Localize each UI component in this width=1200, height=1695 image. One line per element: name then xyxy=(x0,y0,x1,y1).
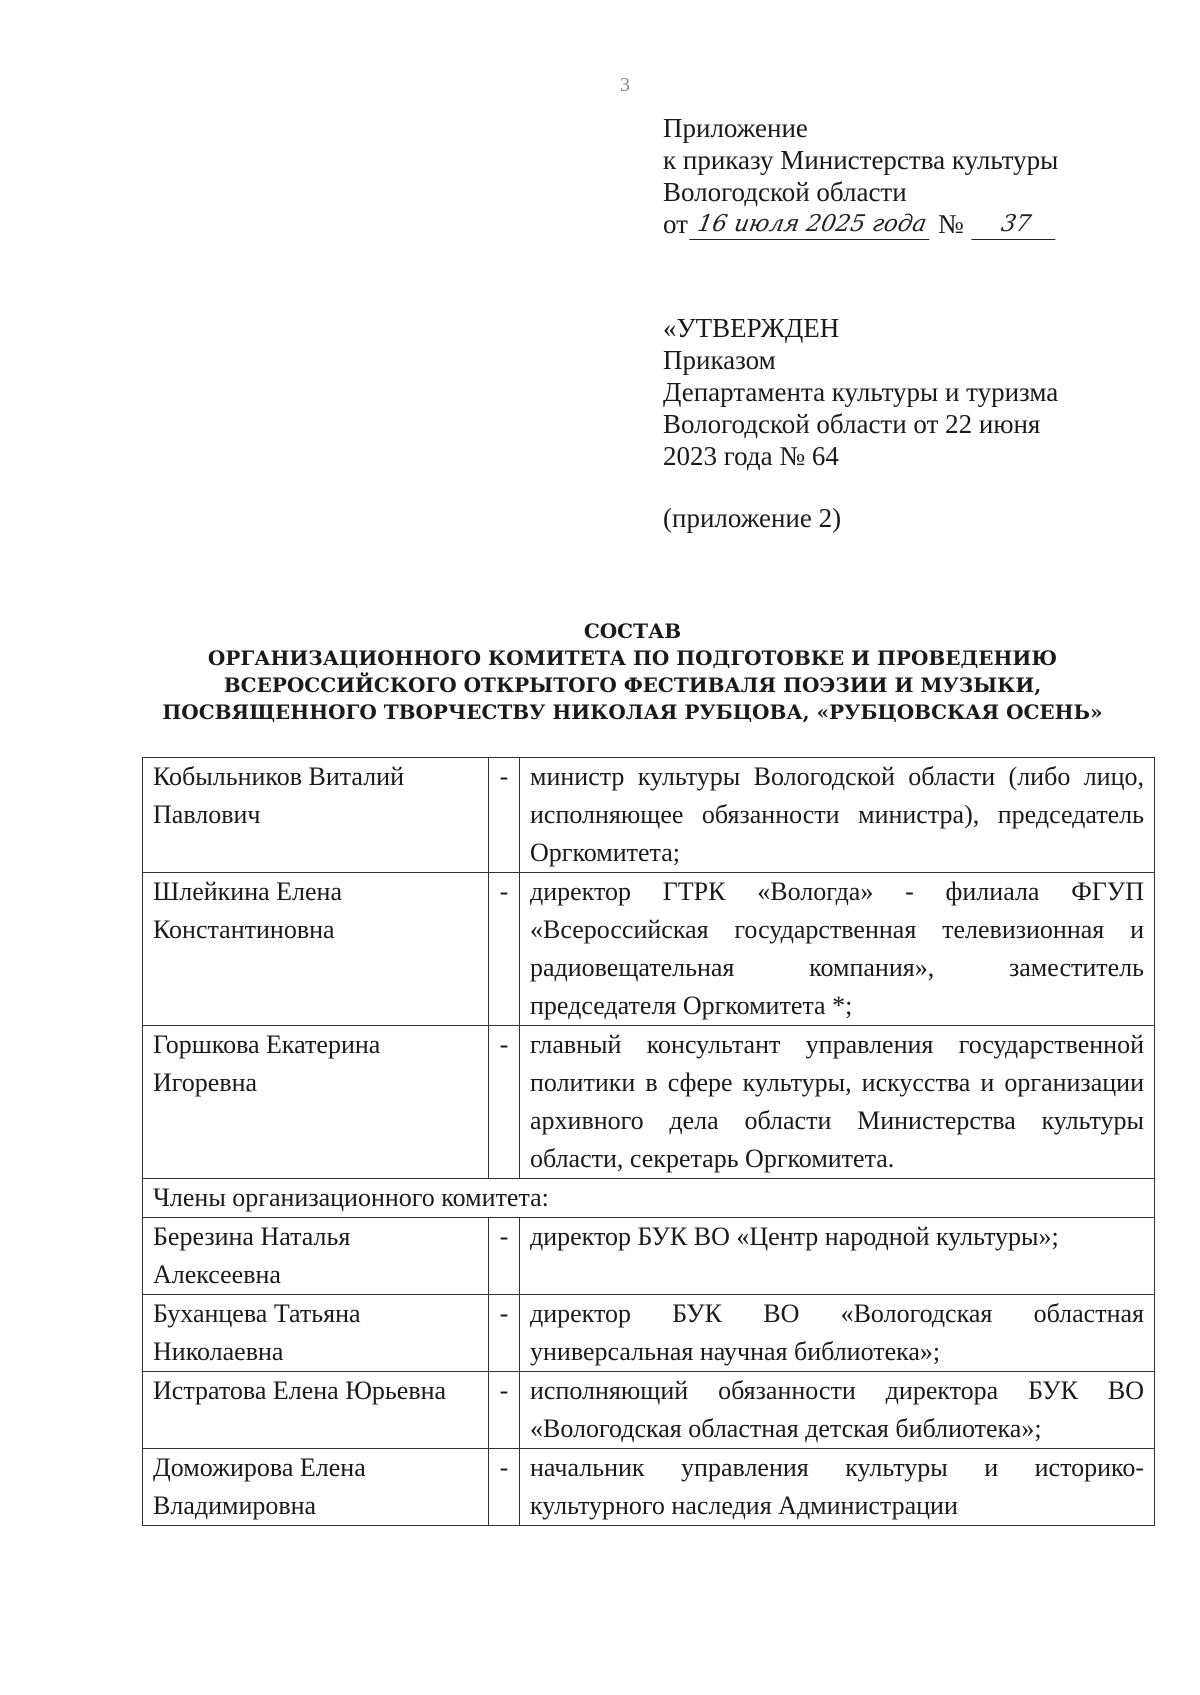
heading-line-2: ОРГАНИЗАЦИОННОГО КОМИТЕТА ПО ПОДГОТОВКЕ И ПРОВЕДЕНИЮ xyxy=(207,646,1058,670)
dash-cell: - xyxy=(489,1026,520,1179)
appendix-line-3: Вологодской области xyxy=(663,177,907,207)
member-role: начальник управления культуры и историко-культурного наследия Администрации xyxy=(520,1449,1155,1526)
member-name: Доможирова Елена Владимировна xyxy=(143,1449,489,1526)
committee-table xyxy=(142,757,1155,1526)
heading-line-3: ВСЕРОССИЙСКОГО ОТКРЫТОГО ФЕСТИВАЛЯ ПОЭЗИИ И МУЗЫКИ, xyxy=(223,673,1042,697)
table-row xyxy=(143,1218,1155,1295)
member-role: директор БУК ВО «Центр народной культуры»; xyxy=(520,1218,1155,1295)
member-name: Шлейкина Елена Константиновна xyxy=(143,873,489,1026)
page-number: 3 xyxy=(620,74,630,96)
number-sign: № xyxy=(937,209,964,239)
approved-line-3: Департамента культуры и туризма xyxy=(663,377,1059,407)
appendix-block xyxy=(663,112,1058,240)
handwritten-number: 37 xyxy=(971,209,1060,240)
heading-line-4: ПОСВЯЩЕННОГО ТВОРЧЕСТВУ НИКОЛАЯ РУБЦОВА, «РУБЦОВСКАЯ ОСЕНЬ» xyxy=(162,700,1103,724)
member-role: директор ГТРК «Вологда» - филиала ФГУП «Всероссийская государственная телевизионная и радиовещательная компания», заместитель председателя Оргкомитета *; xyxy=(520,873,1155,1026)
approved-line-4: Вологодской области от 22 июня xyxy=(663,409,1041,439)
dash-cell: - xyxy=(489,1372,520,1449)
member-role: директор БУК ВО «Вологодская областная универсальная научная библиотека»; xyxy=(520,1295,1155,1372)
approved-note: (приложение 2) xyxy=(663,503,842,533)
member-name: Истратова Елена Юрьевна xyxy=(143,1372,489,1449)
table-row xyxy=(143,1026,1155,1179)
appendix-line-1: Приложение xyxy=(663,113,808,143)
order-date-line xyxy=(663,208,1058,240)
table-row xyxy=(143,1372,1155,1449)
member-name: Буханцева Татьяна Николаевна xyxy=(143,1295,489,1372)
dash-cell: - xyxy=(489,1449,520,1526)
approved-line-1: «УТВЕРЖДЕН xyxy=(663,313,840,343)
member-role: исполняющий обязанности директора БУК ВО «Вологодская областная детская библиотека»; xyxy=(520,1372,1155,1449)
member-role: министр культуры Вологодской области (либо лицо, исполняющее обязанности министра), председатель Оргкомитета; xyxy=(520,758,1155,873)
table-row xyxy=(143,873,1155,1026)
table-section-row xyxy=(143,1179,1155,1218)
approved-line-5: 2023 года № 64 xyxy=(663,441,839,471)
approved-line-2: Приказом xyxy=(663,345,776,375)
member-name: Горшкова Екатерина Игоревна xyxy=(143,1026,489,1179)
table-row xyxy=(143,1295,1155,1372)
dash-cell: - xyxy=(489,1295,520,1372)
document-heading xyxy=(0,618,1200,726)
dash-cell: - xyxy=(489,873,520,1026)
dash-cell: - xyxy=(489,1218,520,1295)
member-role: главный консультант управления государственной политики в сфере культуры, искусства и организации архивного дела области Министерства культуры области, секретарь Оргкомитета. xyxy=(520,1026,1155,1179)
table-row xyxy=(143,1449,1155,1526)
approved-block xyxy=(663,312,1058,534)
dash-cell: - xyxy=(489,758,520,873)
appendix-line-2: к приказу Министерства культуры xyxy=(663,145,1059,175)
date-prefix: от xyxy=(663,209,688,239)
handwritten-date: 16 июля 2025 года xyxy=(689,209,934,240)
member-name: Березина Наталья Алексеевна xyxy=(143,1218,489,1295)
heading-line-1: СОСТАВ xyxy=(583,619,682,643)
members-section-label: Члены организационного комитета: xyxy=(143,1179,1155,1218)
member-name: Кобыльников Виталий Павлович xyxy=(143,758,489,873)
table-row xyxy=(143,758,1155,873)
